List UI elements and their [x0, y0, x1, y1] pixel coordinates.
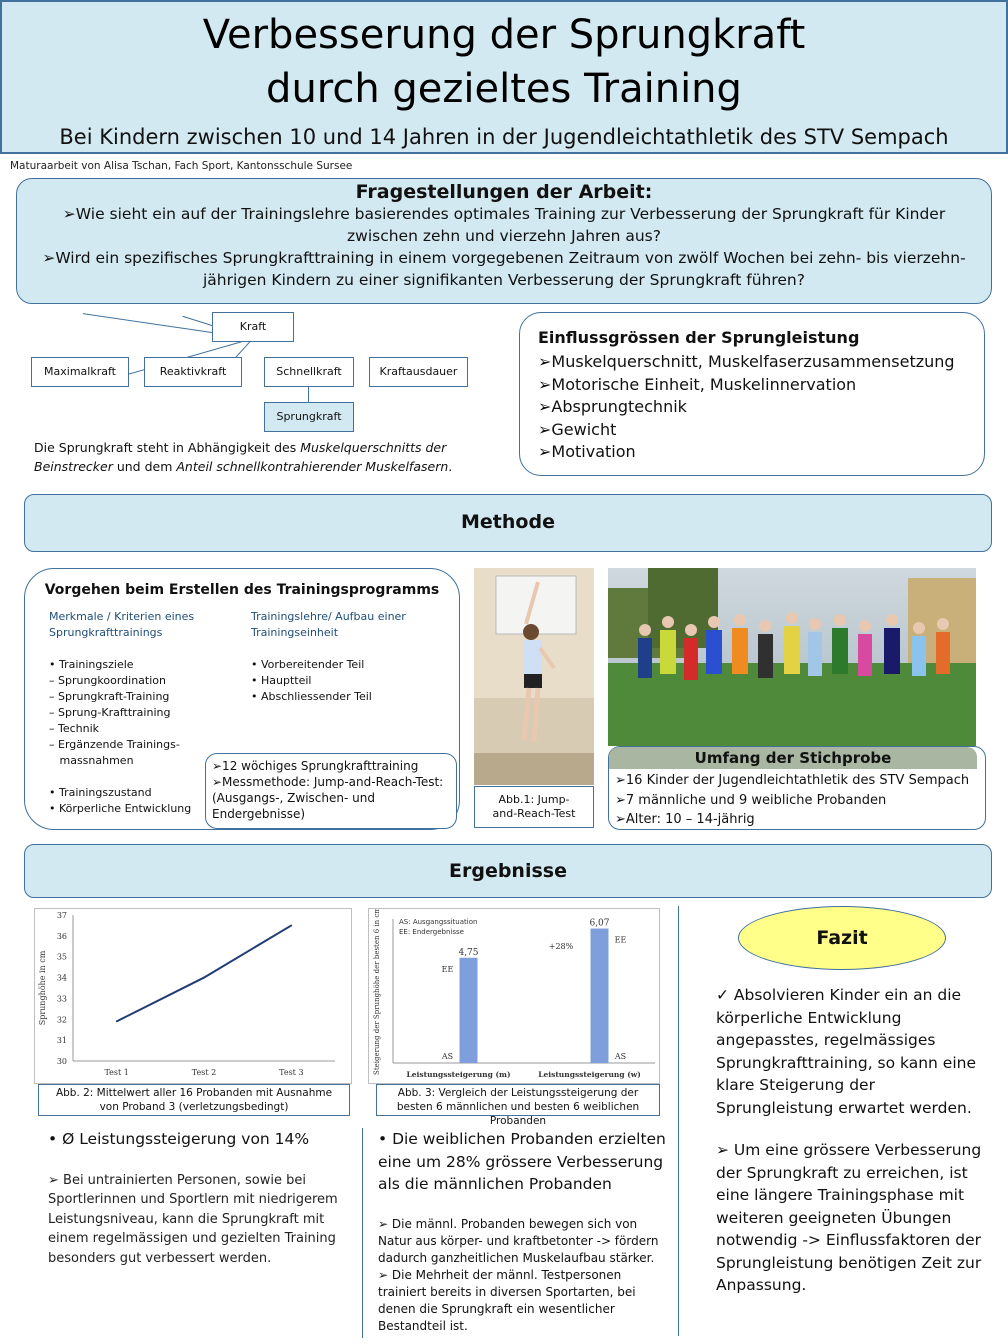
- bar: [460, 958, 478, 1063]
- influence-item: ➢Gewicht: [538, 419, 617, 439]
- tree-description: [34, 438, 484, 476]
- influence-item: ➢Motorische Einheit, Muskelinnervation: [538, 374, 857, 394]
- fazit-heading: Fazit: [816, 927, 868, 949]
- tree-node-maximalkraft: Maximalkraft: [31, 357, 129, 387]
- sample-item: ➢7 männliche und 9 weibliche Probanden: [615, 792, 887, 808]
- influence-item: ➢Muskelquerschnitt, Muskelfaserzusammensetzung: [538, 352, 955, 371]
- chart2-caption: Abb. 3: Vergleich der Leistungssteigerung der besten 6 männlichen und besten 6 weiblichen Probanden: [376, 1084, 660, 1116]
- tree-leaf-sprungkraft: Sprungkraft: [264, 402, 354, 432]
- y-axis-label: Sprunghöhe in cm: [38, 950, 47, 1026]
- results-mid-bullet: • Die weiblichen Probanden erzielten eine um 28% grössere Verbesserung als die männlichen Probanden: [378, 1130, 666, 1193]
- results-mid-text1: ➢ Die männl. Probanden bewegen sich von Natur aus körper- und kraftbetonter -> fördern dadurch ganzheitlichen Muskelaufbau stärker.: [378, 1216, 659, 1265]
- bar-value-label: 4,75: [458, 947, 479, 958]
- y-tick-label: 37: [56, 911, 67, 920]
- group-photo: [608, 568, 976, 746]
- fazit-divider: [678, 906, 679, 1336]
- ergebnisse-header: [24, 844, 992, 898]
- methode-heading: Methode: [461, 511, 555, 533]
- y-tick-label: 33: [56, 994, 67, 1004]
- ergebnisse-heading: Ergebnisse: [449, 860, 567, 882]
- training-structure-list: [251, 657, 441, 705]
- influences-list: [538, 351, 984, 464]
- data-point: [116, 1021, 118, 1023]
- y-tick-label: 36: [56, 931, 67, 941]
- bar: [591, 929, 609, 1063]
- tree-node-schnellkraft: Schnellkraft: [264, 357, 354, 387]
- poster-title-line1: Verbesserung der Sprungkraft: [202, 12, 806, 58]
- questions-panel: [16, 178, 992, 304]
- training-structure-column: [251, 609, 441, 705]
- tree-desc-part: Anteil schnellkontrahierender Muskelfasern: [176, 459, 449, 474]
- y-tick-label: 32: [56, 1015, 67, 1025]
- training-structure-item: • Hauptteil: [251, 674, 312, 687]
- influence-item: ➢Absprungtechnik: [538, 397, 687, 416]
- author-line: Maturaarbeit von Alisa Tschan, Fach Sport, Kantonsschule Sursee: [10, 160, 353, 172]
- fazit-text: [716, 984, 986, 1297]
- x-tick-label: Leistungssteigerung (m): [406, 1070, 511, 1079]
- criteria-item: – Sprungkoordination: [49, 674, 166, 687]
- y-tick-label: 35: [56, 952, 67, 962]
- criteria-item: – Ergänzende Trainings-: [49, 738, 180, 751]
- influence-item: ➢Motivation: [538, 442, 636, 461]
- bar-value-label: 6,07: [589, 918, 610, 929]
- program-summary-item: ➢12 wöchiges Sprungkrafttraining: [212, 759, 419, 773]
- y-tick-label: 34: [56, 973, 67, 983]
- tree-root: Kraft: [212, 312, 294, 342]
- results-middle: [378, 1128, 666, 1335]
- sample-item: ➢Alter: 10 – 14-jährig: [615, 812, 755, 827]
- legend-item: AS: Ausgangssituation: [399, 918, 478, 926]
- program-heading: Vorgehen beim Erstellen des Trainingsprogramms: [44, 582, 440, 598]
- tree-desc-part: Muskelquerschnitts der Beinstrecker: [34, 440, 447, 474]
- results-left-bullet: • Ø Leistungssteigerung von 14%: [48, 1130, 310, 1148]
- program-summary-item: ➢Messmethode: Jump-and-Reach-Test: (Ausgangs-, Zwischen- und Endergebnisse): [212, 775, 444, 821]
- bar-top-label: EE: [441, 964, 454, 974]
- y-tick-label: 31: [56, 1036, 67, 1046]
- fazit-paragraph-2: ➢ Um eine grössere Verbesserung der Sprungkraft zu erreichen, ist eine längere Trainingsphase mit weiteren geeigneten Übungen notwendig -> Einflussfaktoren der Sprungleistung benötigen Zeit zur Anpassung.: [716, 1141, 982, 1294]
- legend-item: EE: Endergebnisse: [399, 928, 464, 936]
- training-structure-head: Trainingslehre/ Aufbau einer Trainingseinheit: [251, 610, 406, 639]
- results-mid-text2: ➢ Die Mehrheit der männl. Testpersonen trainiert bereits in diversen Sportarten, bei denen die Sprungkraft ein wesentlicher Bestandteil ist.: [378, 1267, 636, 1333]
- criteria-column-head: Merkmale / Kriterien eines Sprungkrafttrainings: [49, 610, 195, 639]
- fazit-paragraph-1: ✓ Absolvieren Kinder ein an die körperliche Entwicklung angepasstes, regelmässiges Sprungkrafttraining, so kann eine klare Steigerung der Sprungleistung erwartet werden.: [716, 986, 977, 1117]
- x-tick-label: Leistungssteigerung (w): [538, 1070, 641, 1079]
- x-tick-label: Test 1: [104, 1068, 129, 1077]
- bar-bottom-label: AS: [614, 1052, 627, 1061]
- line-chart: [35, 909, 353, 1085]
- influences-heading: Einflussgrössen der Sprungleistung: [538, 328, 860, 347]
- methode-header: [24, 494, 992, 552]
- y-tick-label: 30: [56, 1057, 67, 1066]
- x-tick-label: Test 3: [279, 1068, 304, 1077]
- criteria-item: • Trainingsziele: [49, 658, 134, 671]
- criteria-item: • Trainingszustand: [49, 786, 152, 799]
- poster-subtitle: Bei Kindern zwischen 10 und 14 Jahren in der Jugendleichtathletik des STV Sempach: [59, 125, 949, 149]
- title-box: [0, 0, 1008, 154]
- training-structure-item: • Abschliessender Teil: [251, 690, 372, 703]
- program-summary-box: [205, 753, 457, 829]
- tree-node-kraftausdauer: Kraftausdauer: [369, 357, 468, 387]
- bar-top-label: EE: [614, 935, 627, 945]
- criteria-item: massnahmen: [49, 754, 134, 767]
- sample-list: [615, 771, 969, 830]
- data-point: [203, 977, 205, 979]
- tree-desc-part: Die Sprungkraft steht in Abhängigkeit des: [34, 440, 301, 455]
- training-structure-item: • Vorbereitender Teil: [251, 658, 365, 671]
- jump-and-reach-photo: [474, 568, 594, 785]
- criteria-item: – Sprungkraft-Training: [49, 690, 170, 703]
- line-chart-box: [34, 908, 352, 1084]
- question-2: ➢Wird ein spezifisches Sprungkrafttraining in einem vorgegebenen Zeitraum von zwölf Wochen bei zehn- bis vierzehn-jährigen Kindern zu einer signifikanten Verbesserung der Sprungkraft führen?: [42, 249, 966, 289]
- annotation: +28%: [548, 942, 574, 951]
- training-program-panel: [24, 568, 460, 830]
- results-divider: [362, 1128, 363, 1338]
- sample-heading: Umfang der Stichprobe: [609, 747, 977, 769]
- tree-node-reaktivkraft: Reaktivkraft: [144, 357, 242, 387]
- y-axis-label: Steigerung der Sprunghöhe der besten 6 in cm: [373, 909, 381, 1075]
- bar-chart: [369, 909, 661, 1085]
- influences-panel: [519, 312, 985, 476]
- x-tick-label: Test 2: [191, 1068, 217, 1077]
- poster-title-line2: durch gezieltes Training: [266, 66, 742, 112]
- bar-bottom-label: AS: [441, 1052, 454, 1061]
- sample-item: ➢16 Kinder der Jugendleichtathletik des STV Sempach: [615, 773, 970, 788]
- tree-desc-part: .: [448, 459, 453, 474]
- results-left: [48, 1128, 348, 1268]
- criteria-item: • Körperliche Entwicklung: [49, 802, 192, 815]
- tree-connector: [308, 386, 309, 402]
- data-point: [291, 925, 293, 927]
- series-line: [117, 925, 292, 1021]
- results-left-text: ➢ Bei untrainierten Personen, sowie bei Sportlerinnen und Sportlern mit niedrigerem Leistungsniveau, kann die Sprungkraft mit einem regelmässigen und gezielten Training besonders gut verbessert werden.: [48, 1172, 338, 1266]
- tree-desc-part: und dem: [112, 459, 177, 474]
- chart1-caption: Abb. 2: Mittelwert aller 16 Probanden mit Ausnahme von Proband 3 (verletzungsbedingt): [38, 1084, 350, 1116]
- criteria-item: – Technik: [49, 722, 100, 735]
- criteria-item: – Sprung-Krafttraining: [49, 706, 171, 719]
- questions-heading: Fragestellungen der Arbeit:: [355, 181, 653, 203]
- strength-tree: [0, 310, 500, 480]
- bar-chart-box: [368, 908, 660, 1084]
- sample-panel: [608, 746, 986, 830]
- question-1: ➢Wie sieht ein auf der Trainingslehre basierendes optimales Training zur Verbesserung der Sprungkraft für Kinder zwischen zehn und vierzehn Jahren aus?: [62, 205, 946, 245]
- fazit-badge: [738, 906, 946, 970]
- photo1-caption: Abb.1: Jump-and-Reach-Test: [474, 786, 594, 828]
